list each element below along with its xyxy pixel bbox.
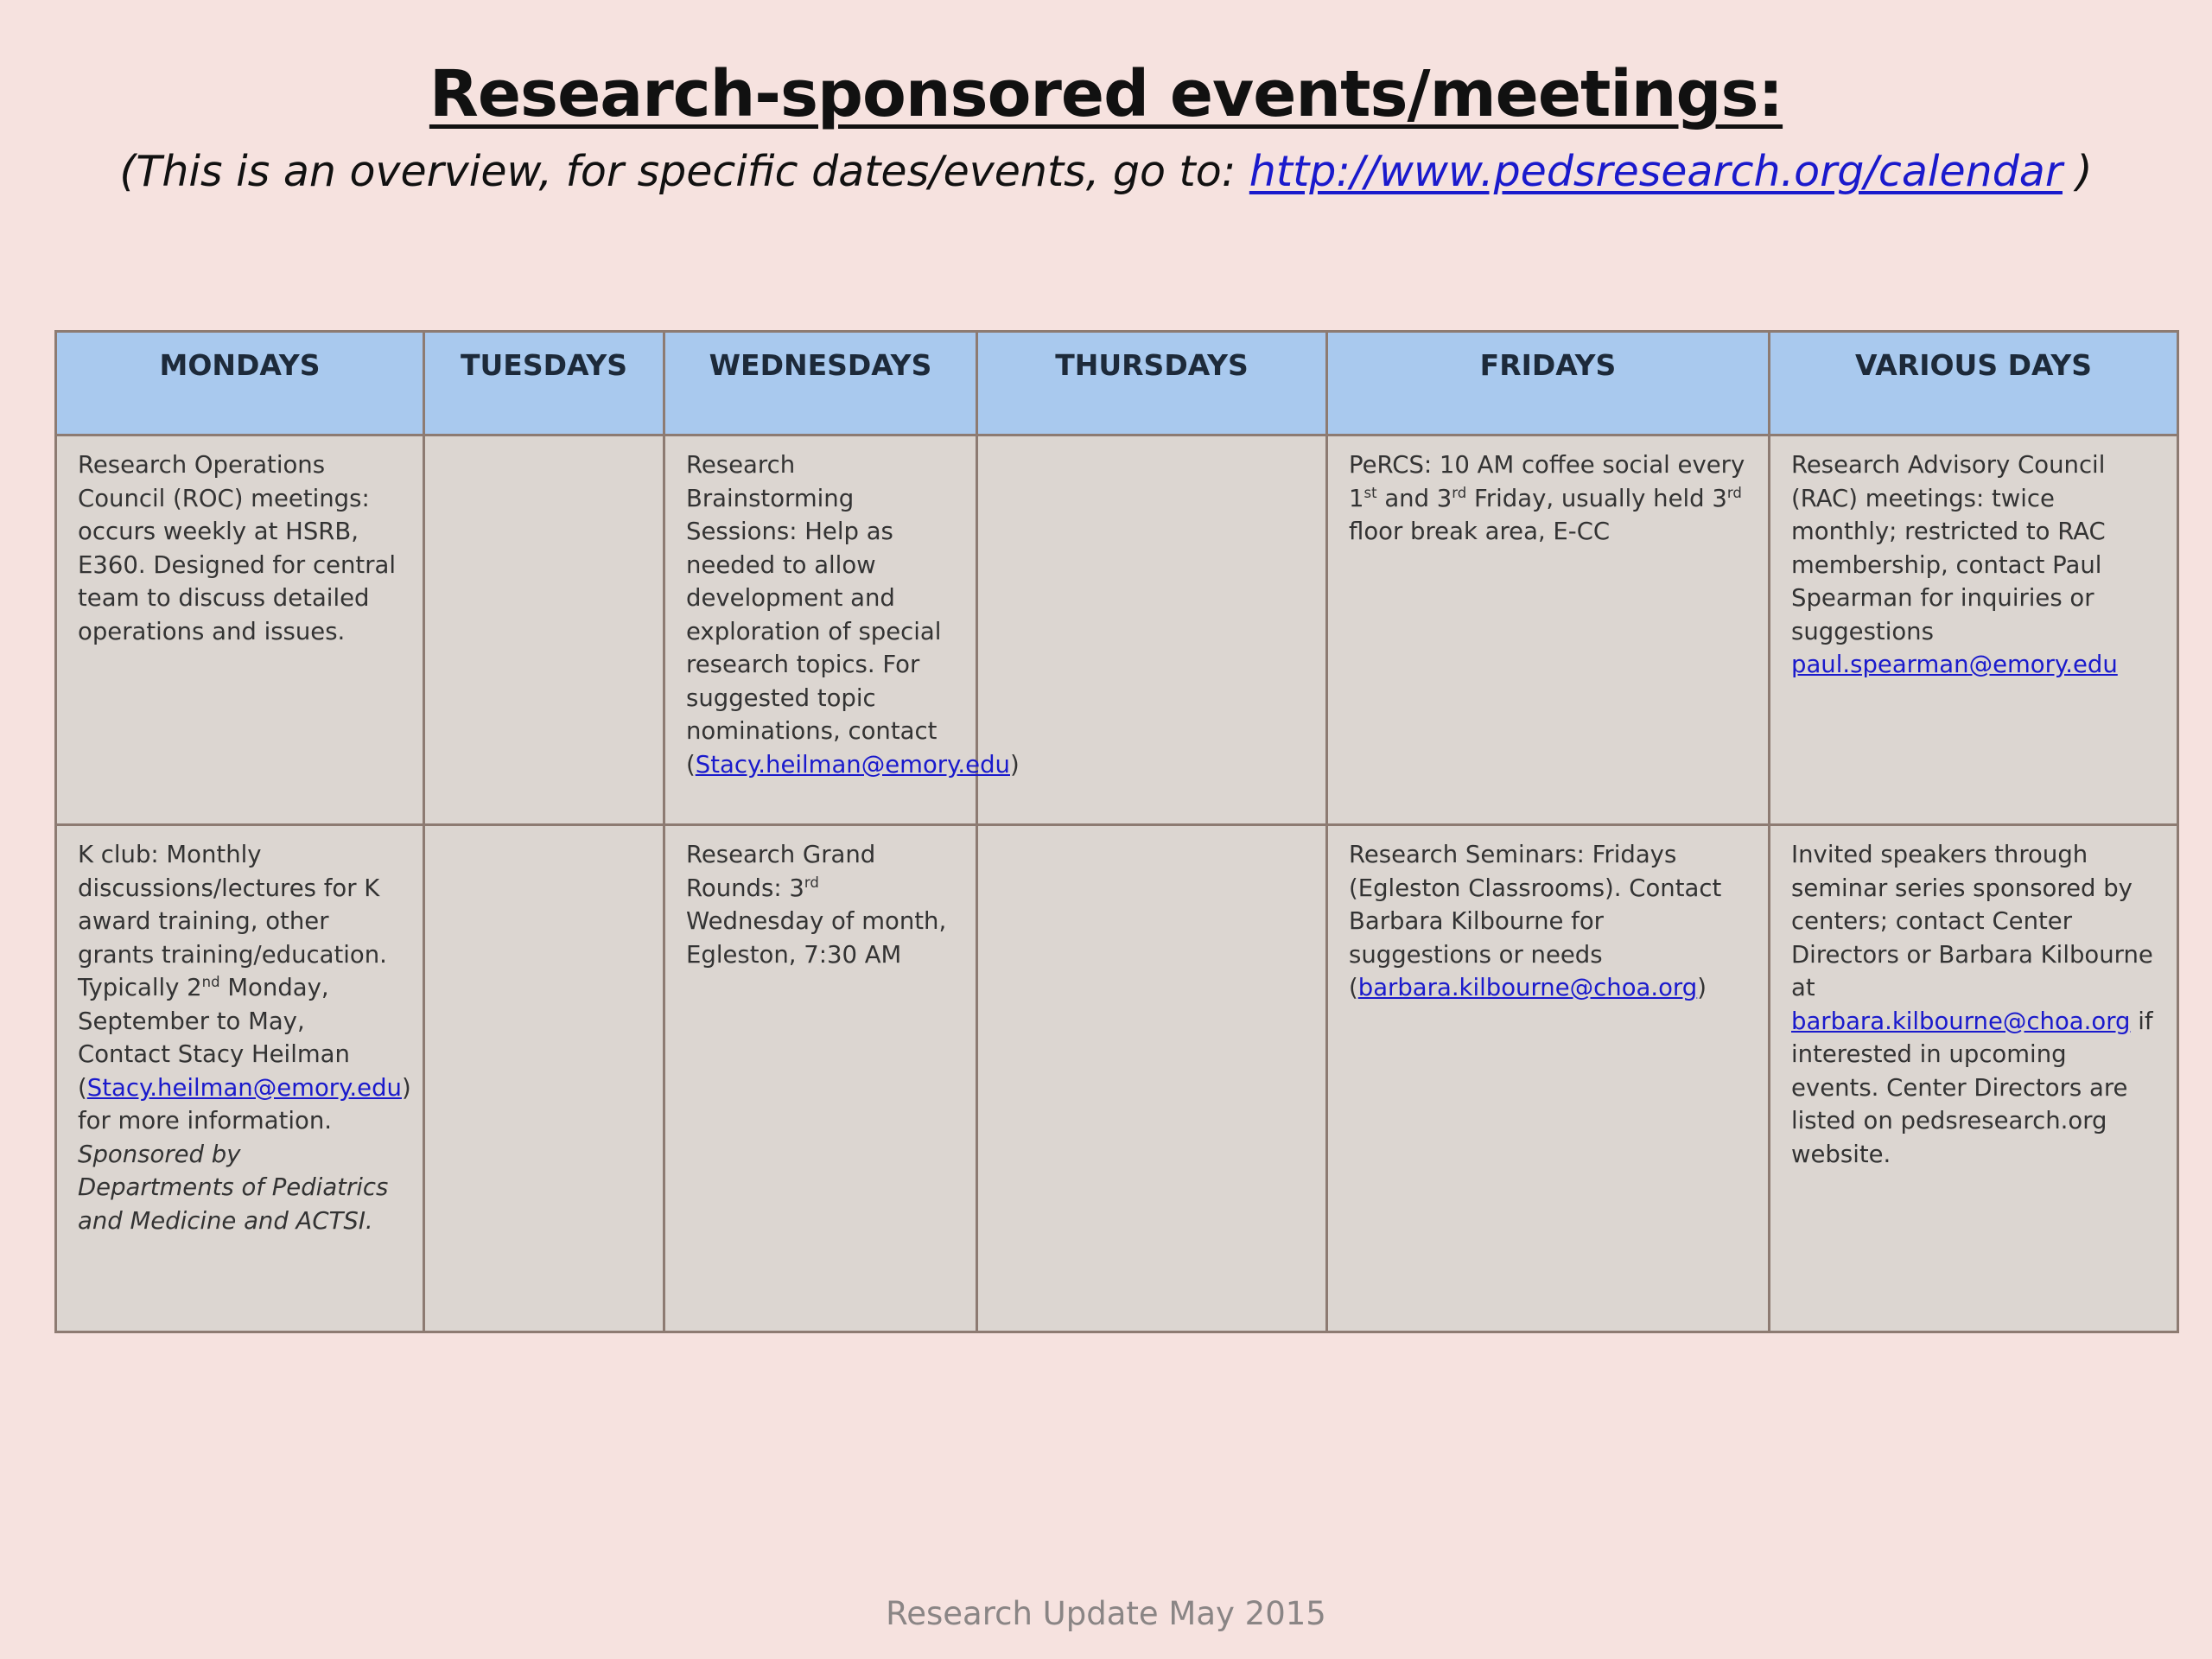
header-various-days: VARIOUS DAYS <box>1770 332 2178 435</box>
speakers-text-1: Invited speakers through seminar series sponsored by centers; contact Center Directors or Barbara Kilbourne at <box>1791 841 2153 1001</box>
page-subtitle <box>0 147 2212 196</box>
cell-wednesday-grand-rounds <box>664 825 977 1332</box>
cell-wednesday-brainstorm <box>664 435 1020 825</box>
cell-tuesday-empty <box>424 435 664 825</box>
schedule-table <box>54 330 2179 1333</box>
brainstorm-email-link[interactable]: Stacy.heilman@emory.edu <box>695 750 1010 779</box>
cell-thursday-empty <box>977 435 1327 825</box>
cell-tuesday-empty <box>424 825 664 1332</box>
kclub-text-2: Monday, September to May, Contact Stacy Heilman ( <box>78 974 350 1102</box>
kclub-sponsor-text: Sponsored by Departments of Pediatrics and Medicine and ACTSI. <box>78 1140 389 1235</box>
roc-text: Research Operations Council (ROC) meetings: occurs weekly at HSRB, E360. Designed for central team to discuss detailed operations and issues. <box>78 451 397 645</box>
grand-rounds-text-1: Research Grand Rounds: 3 <box>686 841 876 902</box>
header-row <box>56 332 2178 435</box>
cell-various-speakers <box>1770 825 2178 1332</box>
seminars-email-link[interactable]: barbara.kilbourne@choa.org <box>1357 974 1698 1001</box>
kclub-sup: nd <box>201 973 220 990</box>
speakers-email-link[interactable]: barbara.kilbourne@choa.org <box>1791 1007 2131 1035</box>
cell-monday-roc <box>56 435 424 825</box>
brainstorm-suffix: ) <box>1009 750 1020 779</box>
grand-rounds-sup: rd <box>804 874 819 891</box>
rac-email-link[interactable]: paul.spearman@emory.edu <box>1791 651 2118 678</box>
cell-friday-percs <box>1327 435 1770 825</box>
percs-sup-2: rd <box>1452 484 1467 501</box>
brainstorm-text: Research Brainstorming Sessions: Help as needed to allow development and exploration of special research topics. For suggested topic nominations, contact ( <box>686 451 942 779</box>
seminars-text: Research Seminars: Fridays (Egleston Classrooms). Contact Barbara Kilbourne for suggestions or needs ( <box>1349 841 1722 1001</box>
percs-sup-1: st <box>1363 484 1377 501</box>
seminars-suffix: ) <box>1697 974 1707 1001</box>
percs-text-2: and 3 <box>1376 484 1452 512</box>
grand-rounds-text-2: Wednesday of month, Egleston, 7:30 AM <box>686 907 947 969</box>
subtitle-suffix: ) <box>2062 147 2093 196</box>
header-fridays: FRIDAYS <box>1327 332 1770 435</box>
cell-friday-seminars <box>1327 825 1770 1332</box>
table-row <box>56 825 2178 1332</box>
kclub-email-link[interactable]: Stacy.heilman@emory.edu <box>86 1073 402 1102</box>
subtitle-prefix: (This is an overview, for specific dates/events, go to: <box>119 147 1249 196</box>
header-tuesdays: TUESDAYS <box>424 332 664 435</box>
header-mondays: MONDAYS <box>56 332 424 435</box>
cell-thursday-empty <box>977 825 1327 1332</box>
percs-text-3: Friday, usually held 3 <box>1466 484 1727 512</box>
calendar-link[interactable]: http://www.pedsresearch.org/calendar <box>1249 147 2063 196</box>
header-wednesdays: WEDNESDAYS <box>664 332 977 435</box>
footer-text: Research Update May 2015 <box>886 1595 1326 1632</box>
cell-various-rac <box>1770 435 2178 825</box>
cell-monday-kclub <box>56 825 424 1332</box>
page-title: Research-sponsored events/meetings: <box>429 57 1783 131</box>
kclub-text-3: ) for more information. <box>78 1073 411 1135</box>
header-thursdays: THURSDAYS <box>977 332 1327 435</box>
rac-text: Research Advisory Council (RAC) meetings: twice monthly; restricted to RAC membership, contact Paul Spearman for inquiries or suggestions <box>1791 451 2106 645</box>
percs-sup-3: rd <box>1726 484 1742 501</box>
kclub-text-1: K club: Monthly discussions/lectures for K award training, other grants training/education. Typically 2 <box>78 841 387 1001</box>
speakers-text-2: if interested in upcoming events. Center Directors are listed on pedsresearch.org website. <box>1791 1007 2153 1168</box>
percs-text-4: floor break area, E-CC <box>1349 518 1611 545</box>
table-row <box>56 435 2178 825</box>
percs-text-1: PeRCS: 10 AM coffee social every 1 <box>1349 451 1745 512</box>
